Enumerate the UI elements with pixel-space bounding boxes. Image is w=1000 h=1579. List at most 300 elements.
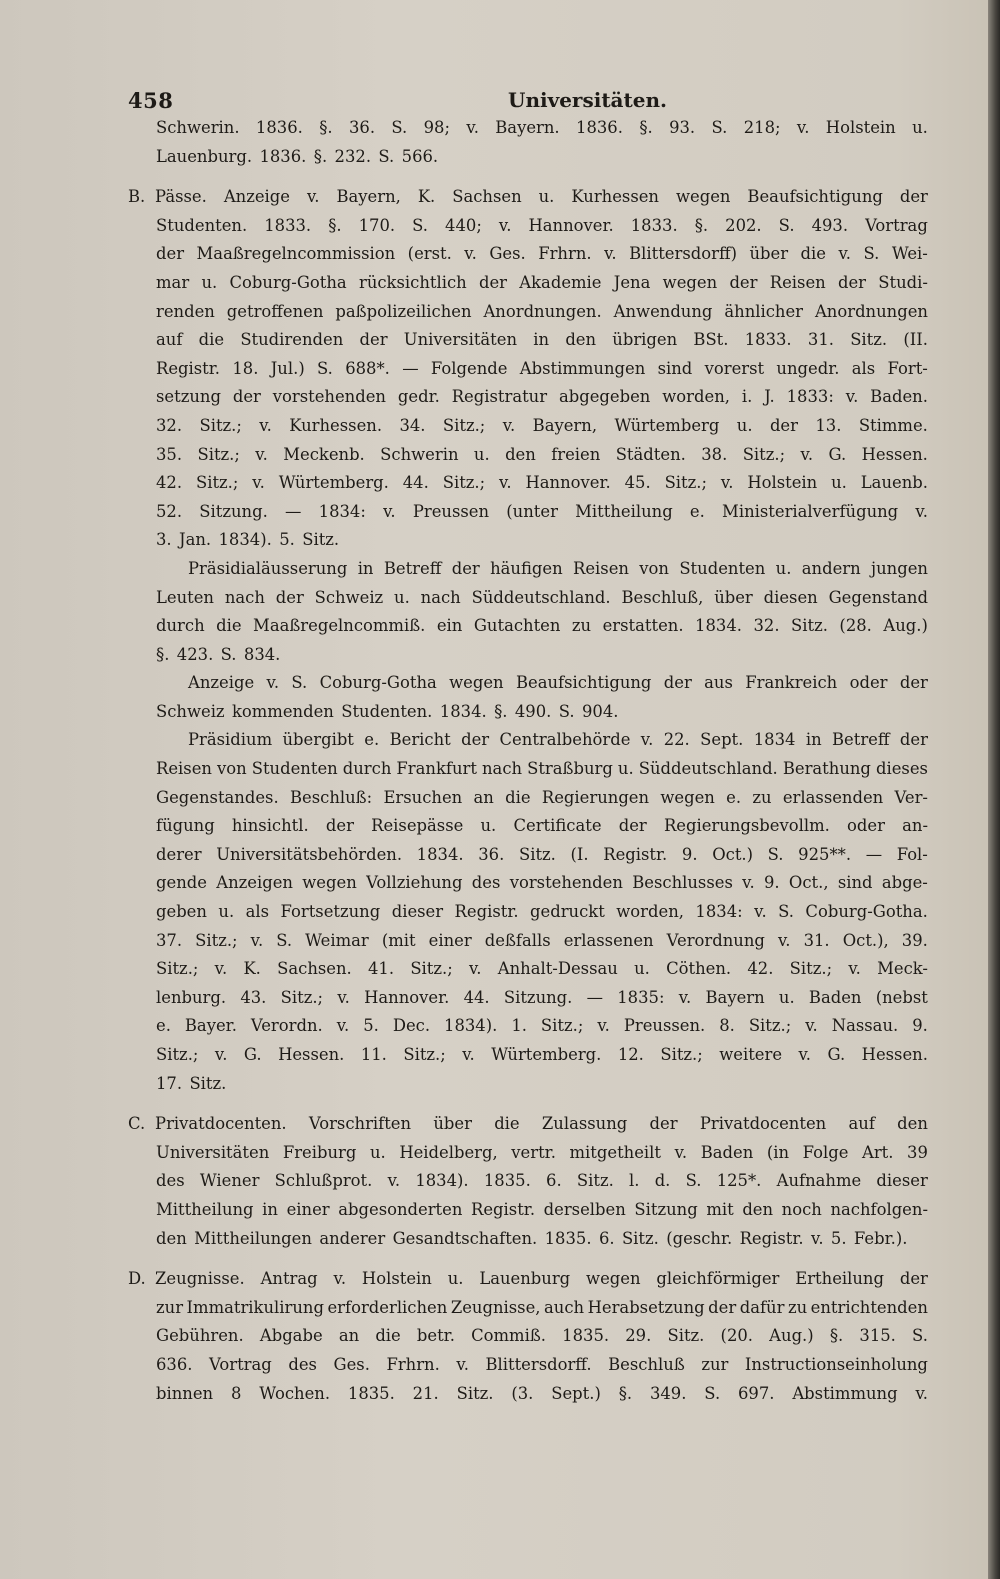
word: Lauenburg. xyxy=(156,146,253,166)
word: v. xyxy=(754,902,767,922)
word: 22. xyxy=(663,730,690,750)
word: Schwerin. xyxy=(156,118,240,137)
word: v. xyxy=(250,930,264,950)
word: Gebühren. xyxy=(156,1326,244,1346)
word: Beschlusses xyxy=(632,873,733,893)
word: Bericht xyxy=(389,730,451,750)
word: oder xyxy=(847,816,885,836)
word: Fortsetzung xyxy=(280,902,381,922)
word: Sitz.; xyxy=(664,473,708,493)
word: §. xyxy=(829,1326,844,1346)
text-line xyxy=(128,1070,928,1099)
word: Ministerialverfügung xyxy=(722,501,899,521)
section-label: B. xyxy=(128,187,146,207)
word: (unter xyxy=(506,501,558,521)
word: 1835: xyxy=(617,987,665,1007)
line-text xyxy=(155,1265,928,1294)
text-line xyxy=(128,383,928,412)
word: 41. xyxy=(368,959,395,979)
word: Regierungsbevollm. xyxy=(663,816,830,836)
word: Febr.). xyxy=(853,1228,908,1248)
word: Zeugnisse. xyxy=(155,1269,245,1289)
text-line xyxy=(128,412,928,441)
word: 5. xyxy=(363,1016,379,1036)
word: v. xyxy=(498,215,512,235)
word: Freiburg xyxy=(282,1142,357,1162)
word: Gesandtschaften. xyxy=(392,1228,538,1248)
word: u. xyxy=(369,1142,386,1162)
word: Sitz. xyxy=(189,1073,227,1093)
word: Weimar xyxy=(305,930,369,950)
word: 493. xyxy=(811,215,849,235)
text-line xyxy=(128,1322,928,1351)
word: Anwendung xyxy=(613,301,713,321)
word: u. xyxy=(201,272,218,292)
line-text xyxy=(128,1139,928,1168)
line-text xyxy=(128,726,928,755)
text-line xyxy=(128,584,928,613)
word: weitere xyxy=(719,1045,783,1064)
word: Aufnahme xyxy=(776,1171,862,1191)
word: Straßburg xyxy=(527,759,613,779)
text-line xyxy=(128,498,928,527)
word: 18. xyxy=(232,358,259,378)
word: als xyxy=(851,358,876,378)
word: wegen xyxy=(302,873,357,893)
word: 1835. xyxy=(483,1171,531,1191)
word: Berathung xyxy=(782,759,871,779)
word: §. xyxy=(494,701,508,721)
word: u. xyxy=(447,1269,464,1289)
word: Coburg-Gotha xyxy=(229,272,347,292)
word: S. xyxy=(685,1171,702,1191)
text-line xyxy=(128,212,928,241)
word: Sitz.; xyxy=(442,415,486,435)
word: erlassenen xyxy=(563,930,654,950)
word: des xyxy=(156,1171,185,1191)
word: Abstimmungen xyxy=(519,358,646,378)
word: u. xyxy=(473,444,490,464)
word: Pässe. xyxy=(155,187,207,207)
word: 11. xyxy=(360,1045,387,1064)
word: Sitz.; xyxy=(748,1016,792,1036)
line-text xyxy=(128,841,928,870)
word: Sitz.; xyxy=(789,959,833,979)
word: dieses xyxy=(875,759,928,779)
text-line xyxy=(128,1012,928,1041)
word: paßpolizeilichen xyxy=(335,301,472,321)
word: gende xyxy=(156,873,207,893)
word: Registr. xyxy=(739,1228,804,1248)
line-text xyxy=(128,927,928,956)
word: Akademie xyxy=(519,272,602,292)
word: v. xyxy=(214,1045,228,1064)
word: 1834. xyxy=(416,844,464,864)
word: §. xyxy=(639,118,653,137)
word: 1. xyxy=(511,1016,527,1036)
word: 21. xyxy=(412,1383,439,1403)
line-text xyxy=(128,641,928,670)
word: Meck- xyxy=(877,959,928,979)
word: 1833. xyxy=(264,215,312,235)
word: aus xyxy=(704,673,733,693)
word: Holstein xyxy=(361,1269,432,1289)
word: gleichförmiger xyxy=(656,1269,780,1289)
word: Studenten. xyxy=(156,215,248,235)
text-line xyxy=(128,1294,928,1323)
section-gap xyxy=(128,171,928,183)
word: der xyxy=(649,1114,678,1134)
word: v. xyxy=(333,1269,347,1289)
word: zur xyxy=(701,1354,729,1374)
word: 1834 xyxy=(753,730,796,750)
word: Gegenstand xyxy=(828,587,928,607)
word: Sitz. xyxy=(576,1171,614,1191)
word: Studenten xyxy=(251,759,338,779)
word: die xyxy=(198,330,225,350)
word: Cöthen. xyxy=(666,959,732,979)
word: Antrag xyxy=(260,1269,318,1289)
word: S. xyxy=(558,701,575,721)
word: Jena xyxy=(613,272,651,292)
word: Registr. xyxy=(471,1199,536,1219)
word: zu xyxy=(752,787,772,807)
line-text xyxy=(128,1294,928,1323)
word: Blittersdorff. xyxy=(485,1354,592,1374)
word: die xyxy=(505,787,531,807)
word: der xyxy=(899,187,928,207)
word: S. xyxy=(220,644,237,664)
word: Sitz.; xyxy=(660,1045,703,1064)
word: binnen xyxy=(156,1383,214,1403)
word: Aug.) xyxy=(769,1326,814,1346)
word: 688*. xyxy=(345,358,390,378)
word: der xyxy=(618,816,647,836)
word: dafür xyxy=(739,1297,785,1317)
word: freien xyxy=(551,444,601,464)
word: 1833: xyxy=(786,387,834,407)
word: von xyxy=(217,759,247,779)
line-text xyxy=(128,898,928,927)
word: u. xyxy=(218,902,235,922)
word: 1834. xyxy=(439,701,487,721)
word: Sitzung xyxy=(634,1199,698,1219)
line-text xyxy=(128,526,928,555)
word: v. xyxy=(678,987,692,1007)
word: der xyxy=(325,816,354,836)
word: v. xyxy=(915,1383,928,1403)
page-number: 458 xyxy=(128,88,174,113)
word: Würtemberg. xyxy=(491,1045,602,1064)
word: (20. xyxy=(720,1326,754,1346)
word: 34. xyxy=(399,415,426,435)
word: Herabsetzung xyxy=(587,1297,705,1317)
word: in xyxy=(805,730,822,750)
word: S. xyxy=(863,244,880,264)
word: Coburg-Gotha xyxy=(319,673,437,693)
word: 1836. xyxy=(259,146,307,166)
word: 32. xyxy=(156,415,183,435)
word: v. xyxy=(640,730,654,750)
word: Hannover. xyxy=(364,987,450,1007)
word: v. xyxy=(306,187,320,207)
word: lenburg. xyxy=(156,987,227,1007)
word: Vortrag xyxy=(865,215,928,235)
word: auf xyxy=(848,1114,875,1134)
word: Hannover. xyxy=(528,215,614,235)
word: Zulassung xyxy=(541,1114,628,1134)
word: der xyxy=(899,730,928,750)
word: 42. xyxy=(156,473,183,493)
word: wegen xyxy=(586,1269,641,1289)
word: rücksichtlich xyxy=(358,272,467,292)
word: jungen xyxy=(871,558,928,578)
word: sind xyxy=(657,358,693,378)
word: wegen xyxy=(660,787,715,807)
word: 93. xyxy=(669,118,696,137)
line-text xyxy=(155,1110,928,1139)
word: Coburg-Gotha. xyxy=(805,902,928,922)
word: 834. xyxy=(243,644,281,664)
line-text xyxy=(128,584,928,613)
text-line xyxy=(128,869,928,898)
word: 1836. xyxy=(255,118,303,137)
section-gap xyxy=(128,1253,928,1265)
word: Sitz.; xyxy=(156,1045,199,1064)
word: d. xyxy=(654,1171,671,1191)
word: Ges. xyxy=(489,244,526,264)
word: 349. xyxy=(649,1383,687,1403)
word: Sitz. xyxy=(456,1383,494,1403)
word: Sitz.; xyxy=(195,473,239,493)
word: noch xyxy=(781,1199,822,1219)
word: v. xyxy=(383,501,396,521)
line-text xyxy=(128,498,928,527)
word: Preussen xyxy=(412,501,490,521)
text-line xyxy=(128,143,928,172)
text-line xyxy=(128,469,928,498)
word: 636. xyxy=(156,1354,193,1374)
word: §. xyxy=(313,146,328,166)
word: 1836. xyxy=(576,118,623,137)
text-line xyxy=(128,1167,928,1196)
word: S. xyxy=(391,118,408,137)
word: 1833. xyxy=(630,215,678,235)
word: u. xyxy=(480,816,497,836)
text-line xyxy=(128,1380,928,1409)
text-line xyxy=(128,114,928,143)
word: Vortrag xyxy=(209,1354,272,1374)
word: Jan. xyxy=(179,530,212,550)
word: Studirenden xyxy=(240,330,344,350)
word: u. xyxy=(617,759,634,779)
word: Schwerin xyxy=(380,444,459,464)
word: (3. xyxy=(511,1383,534,1403)
word: entrichtenden xyxy=(810,1297,928,1317)
word: Mittheilung xyxy=(575,501,673,521)
line-text xyxy=(128,555,928,584)
word: §. xyxy=(618,1383,633,1403)
word: Frankfurt xyxy=(396,759,477,779)
word: dieser xyxy=(876,1171,928,1191)
word: Stimme. xyxy=(858,415,928,435)
word: v. xyxy=(462,1045,475,1064)
word: 36. xyxy=(478,844,505,864)
word: Baden xyxy=(700,1142,754,1162)
word: v. xyxy=(777,930,791,950)
word: v. xyxy=(214,959,228,979)
word: kommenden xyxy=(231,701,334,721)
word: 490. xyxy=(514,701,552,721)
word: Certificate xyxy=(513,816,602,836)
word: als xyxy=(245,902,270,922)
word: Wochen. xyxy=(259,1383,331,1403)
word: v. xyxy=(336,1016,350,1036)
word: nach xyxy=(420,587,461,607)
word: Verordnung xyxy=(666,930,765,950)
text-line xyxy=(128,1110,928,1139)
word: S. xyxy=(378,146,395,166)
word: v. xyxy=(915,501,928,521)
word: 904. xyxy=(581,701,619,721)
word: Sitz. xyxy=(302,530,340,550)
word: — xyxy=(586,987,604,1007)
word: Beschluß: xyxy=(289,787,373,807)
line-text xyxy=(128,114,928,143)
line-text xyxy=(128,355,928,384)
line-text xyxy=(128,955,928,984)
word: Centralbehörde xyxy=(499,730,631,750)
word: Baden. xyxy=(870,387,928,407)
word: vorstehenden xyxy=(272,387,386,407)
word: 35. xyxy=(156,444,183,464)
word: Bayer. xyxy=(184,1016,237,1036)
text-line xyxy=(128,1351,928,1380)
word: 1834: xyxy=(695,902,743,922)
word: zur xyxy=(156,1297,184,1317)
word: 1834: xyxy=(318,501,366,521)
word: nach xyxy=(224,587,265,607)
word: der xyxy=(461,730,490,750)
line-text xyxy=(128,326,928,355)
word: Abstimmung xyxy=(792,1383,898,1403)
word: 423. xyxy=(176,644,214,664)
line-text xyxy=(128,755,928,784)
word: Sachsen. xyxy=(277,959,352,979)
word: 315. xyxy=(859,1326,896,1346)
word: der xyxy=(478,272,507,292)
word: der xyxy=(359,330,388,350)
word: fügung xyxy=(156,816,215,836)
word: v. xyxy=(464,244,477,264)
page-header xyxy=(128,70,928,114)
word: S. xyxy=(778,902,794,922)
word: Mittheilung xyxy=(156,1199,254,1219)
word: u. xyxy=(634,959,650,979)
word: S. xyxy=(276,930,293,950)
word: worden, xyxy=(616,902,684,922)
word: die xyxy=(494,1114,520,1134)
word: Städten. xyxy=(615,444,686,464)
word: andern xyxy=(801,558,861,578)
word: Maaßregelncommiß. xyxy=(253,616,426,636)
text-line xyxy=(128,984,928,1013)
word: §. xyxy=(319,118,333,137)
line-text xyxy=(128,1070,928,1099)
word: — xyxy=(865,844,883,864)
line-text xyxy=(128,143,928,172)
line-text xyxy=(128,469,928,498)
word: 170. xyxy=(358,215,396,235)
word: u. xyxy=(778,987,795,1007)
word: die xyxy=(216,616,242,636)
word: v. xyxy=(845,387,859,407)
line-text xyxy=(128,269,928,298)
word: Immatrikulirung xyxy=(186,1297,324,1317)
word: sind xyxy=(837,873,873,893)
word: Anordnungen xyxy=(814,301,928,321)
word: zu xyxy=(571,616,592,636)
word: 32. xyxy=(753,616,780,636)
word: hinsichtl. xyxy=(231,816,309,836)
word: Sitz.; xyxy=(742,444,786,464)
word: Baden xyxy=(808,987,862,1007)
word: den xyxy=(565,330,597,350)
word: Maaßregelncommission xyxy=(196,244,396,264)
word: 9. xyxy=(912,1016,928,1036)
text-line xyxy=(128,1041,928,1070)
word: 6. xyxy=(598,1228,615,1248)
text-line xyxy=(128,898,928,927)
word: Bayern, xyxy=(336,187,401,207)
word: v. xyxy=(255,444,268,464)
word: 232. xyxy=(334,146,372,166)
word: Registr. xyxy=(603,844,668,864)
word: v. xyxy=(838,244,851,264)
word: derselben xyxy=(543,1199,626,1219)
word: Studenten. xyxy=(341,701,433,721)
text-line xyxy=(128,726,928,755)
word: Kurhessen xyxy=(571,187,659,207)
word: durch xyxy=(342,759,392,779)
word: 42. xyxy=(747,959,774,979)
text-line xyxy=(128,1196,928,1225)
word: S. xyxy=(912,1326,928,1346)
text-line xyxy=(128,612,928,641)
word: 44. xyxy=(463,987,490,1007)
line-text xyxy=(155,183,928,212)
line-text xyxy=(128,1012,928,1041)
word: Sitz.; xyxy=(280,987,324,1007)
word: über xyxy=(714,587,753,607)
word: mar xyxy=(156,272,190,292)
text-line xyxy=(128,269,928,298)
word: Bayern xyxy=(705,987,765,1007)
word: 566. xyxy=(401,146,439,166)
word: v. xyxy=(848,959,861,979)
word: Universitäten xyxy=(403,330,518,350)
word: Wei- xyxy=(891,244,928,264)
word: Folge xyxy=(802,1142,849,1162)
word: des xyxy=(288,1354,317,1374)
word: G. xyxy=(827,1045,846,1064)
text-line xyxy=(128,555,928,584)
word: 1834). xyxy=(218,530,272,550)
word: v. xyxy=(468,959,482,979)
line-text xyxy=(128,1196,928,1225)
word: von xyxy=(639,558,669,578)
word: Anzeige xyxy=(188,673,255,693)
